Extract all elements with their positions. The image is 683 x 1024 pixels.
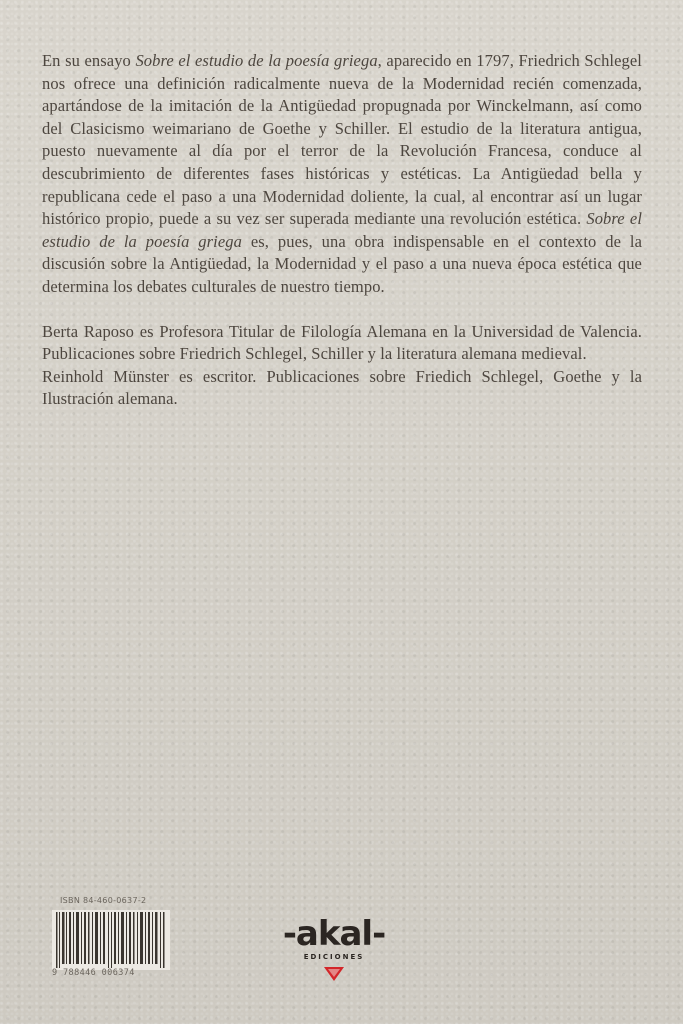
book-title-italic-1: Sobre el estudio de la poesía griega (135, 51, 378, 70)
svg-text:EDICIONES: EDICIONES (303, 953, 365, 961)
book-title-italic-2: Sobre el estudio de la poesía griega (42, 209, 642, 251)
barcode-digits: 9 788446 006374 (52, 968, 135, 978)
author-bio-munster: Reinhold Münster es escritor. Publicaciones sobre Friedich Schlegel, Goethe y la Ilustración alemana. (42, 366, 642, 409)
isbn-barcode-area (52, 896, 172, 978)
isbn-label: ISBN 84-460-0637-2 (60, 896, 147, 905)
author-bio-raposo: Berta Raposo es Profesora Titular de Filología Alemana en la Universidad de Valencia. Publicaciones sobre Friedrich Schlegel, Schiller y la literatura alemana medieval. (42, 321, 642, 364)
synopsis-text-3: es, pues, una obra indispensable en el contexto de la discusión sobre la Antigüedad, la Modernidad y el paso a una nueva época estética que determina los debates culturales de nuestro tiempo. (42, 231, 642, 296)
synopsis-text-1: En su ensayo (42, 51, 136, 70)
akal-logo-icon (282, 893, 386, 993)
synopsis-block (42, 50, 642, 411)
svg-text:-akal-: -akal- (282, 914, 386, 954)
synopsis-paragraph (42, 50, 642, 299)
barcode-icon (52, 910, 170, 970)
synopsis-text-2: , aparecido en 1797, Friedrich Schlegel nos ofrece una definición radicalmente nueva de la Modernidad recién comenzada, apartándose de la imitación de la Antigüedad propugnada por Winckelmann, así como del Clasicismo weimariano de Goethe y Schiller. El estudio de la literatura antigua, puesto nuevamente al día por el terror de la Revolución Francesa, conduce al descubrimiento de diferentes fases históricas y estéticas. La Antigüedad bella y republicana cede el paso a una Modernidad doliente, la cual, al encontrar así un lugar histórico propio, puede a su vez ser superada mediante una revolución estética. (42, 51, 642, 229)
